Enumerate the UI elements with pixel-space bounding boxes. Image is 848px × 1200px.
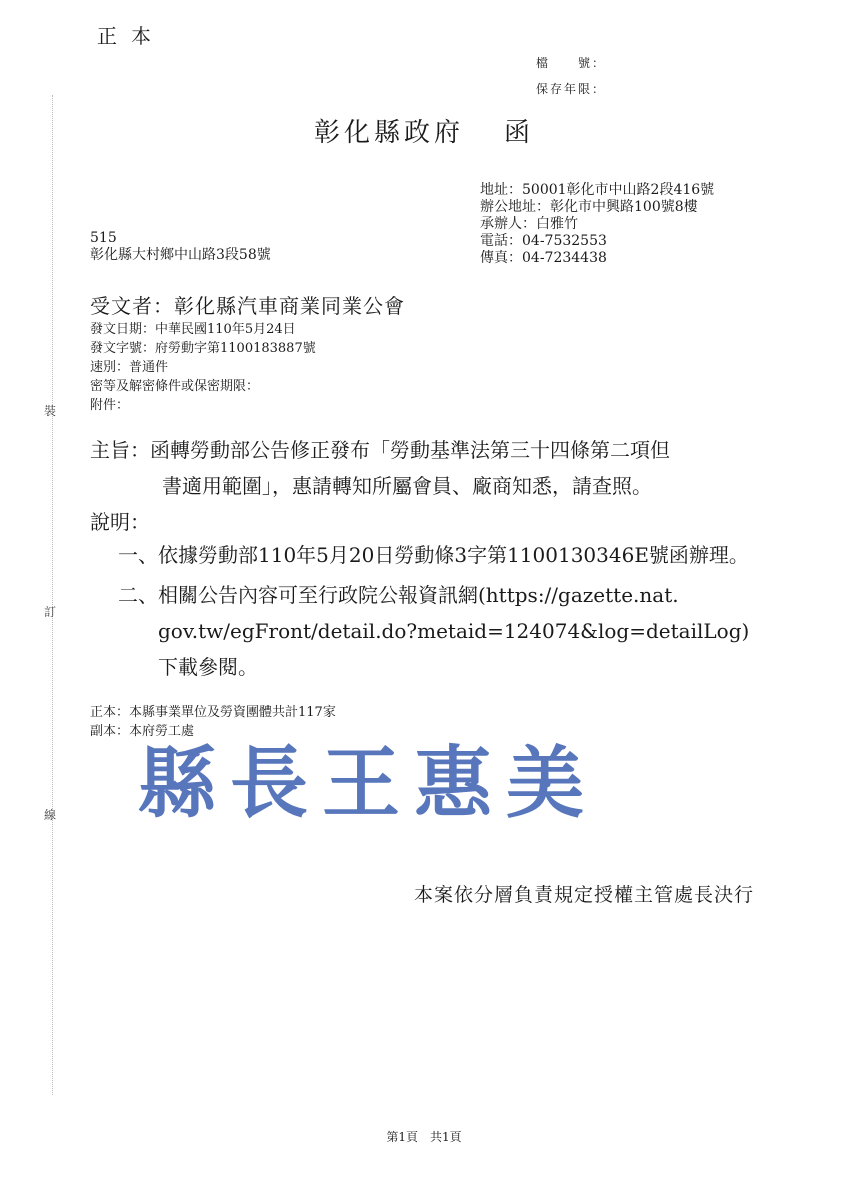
signature-stamp-graphic: [138, 730, 638, 840]
binding-mark-ding: 訂: [44, 605, 57, 619]
page-number: 第1頁 共1頁: [386, 1130, 462, 1144]
recipient: 受文者：彰化縣汽車商業同業公會: [90, 294, 405, 318]
signature-stamp: [138, 730, 638, 840]
recipient-address: 彰化縣大村鄉中山路3段58號: [90, 247, 271, 263]
agency-name: 彰化縣政府: [313, 118, 464, 148]
attachment: 附件：: [90, 398, 130, 413]
original-recipients: 正本：本縣事業單位及勞資團體共計117家: [90, 705, 336, 720]
document-title: [0, 112, 848, 149]
binding-mark-xian: 線: [44, 808, 57, 822]
contact-block: [480, 182, 714, 267]
point-2-line-2: gov.tw/egFront/detail.do?metaid=124074&log=detailLog): [158, 619, 750, 643]
issue-date: 發文日期：中華民國110年5月24日: [90, 322, 296, 337]
phone: 電話：04-7532553: [480, 233, 607, 249]
explanation-point-2: [118, 577, 749, 685]
explanation-point-1: 一、依據勞動部110年5月20日勞動條3字第1100130346E號函辦理。: [118, 543, 749, 567]
document-type: 函: [504, 118, 535, 148]
office-address: 辦公地址：彰化市中興路100號8樓: [480, 199, 698, 215]
explanation-heading: 說明：: [90, 510, 150, 534]
agency-address: 地址：50001彰化市中山路2段416號: [480, 182, 715, 198]
retention-label: 保存年限：: [536, 82, 607, 96]
binding-mark-zhuang: 裝: [44, 404, 57, 418]
document-meta: [90, 320, 316, 415]
handler: 承辦人：白雅竹: [480, 216, 578, 232]
delegation-note: 本案依分層負責規定授權主管處長決行: [413, 884, 754, 906]
subject-line-2: 書適用範圍」，惠請轉知所屬會員、廠商知悉，請查照。: [162, 474, 652, 498]
binding-line: [52, 95, 53, 1095]
point-2-line-1: 二、相關公告內容可至行政院公報資訊網(https://gazette.nat.: [118, 583, 679, 607]
copy-recipients: 副本：本府勞工處: [90, 724, 195, 739]
svg-text:縣長王惠美: 縣長王惠美: [138, 738, 599, 829]
fax: 傳真：04-7234438: [480, 250, 607, 266]
document-number: 發文字號：府勞動字第1100183887號: [90, 341, 316, 356]
recipient-address-block: [90, 230, 271, 264]
subject-line-1: 主旨：函轉勞動部公告修正發布「勞動基準法第三十四條第二項但: [90, 438, 670, 462]
copy-mark: 正本: [97, 24, 165, 48]
speed-class: 速別：普通件: [90, 360, 169, 375]
subject: [90, 432, 670, 504]
point-2-line-3: 下載參閱。: [158, 655, 258, 679]
file-number-label: 檔 號：: [536, 56, 607, 70]
postal-code: 515: [90, 230, 117, 246]
security-class: 密等及解密條件或保密期限：: [90, 379, 260, 394]
